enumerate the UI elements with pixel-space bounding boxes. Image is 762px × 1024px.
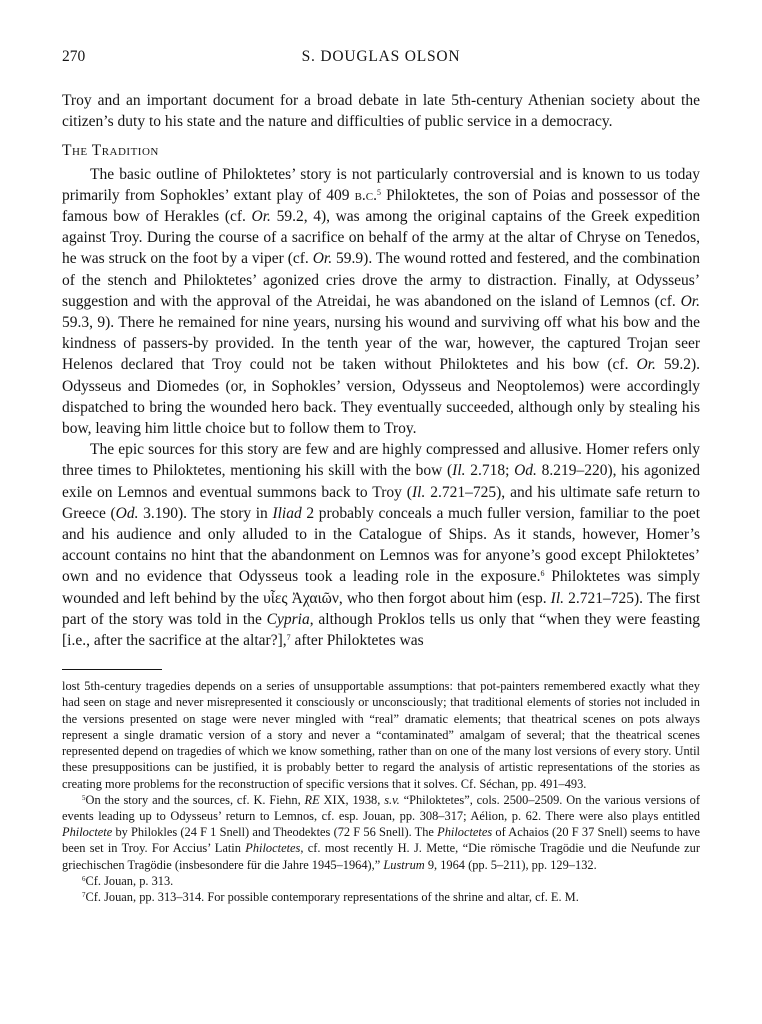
footnote-6: $^6$Cf. Jouan, p. 313. (82, 873, 174, 888)
body-text (62, 90, 700, 651)
running-header (62, 48, 700, 74)
paragraph-epic-sources: The epic sources for this story are few and are highly compressed and allusive. Homer refers only three times to Philoktetes, mentioning his skill with the bow (Il. 2.718; Od. 8.219–220), his agonized exile on Lemnos and eventual summons back to Troy (Il. 2.721–725), and his ultimate safe return to Greece (Od. 3.190). The story in Iliad 2 probably conceals a much fuller version, familiar to the poet and his audience and only alluded to in the Catalogue of Ships. As it stands, however, Homer’s account contains no hint that the abandonment on Lemnos was for anyone’s good except Philoktetes’ own and no evidence that Odysseus took a leading role in the exposure.$^6$ Philoktetes was simply wounded and left behind by the υἷες Ἀχαιῶν, who then forgot about him (esp. Il. 2.721–725). The first part of the story was told in the Cypria, although Proklos tells us only that “when they were feasting [i.e., after the sacrifice at the altar?],$^7$ after Philoktetes was (62, 441, 701, 650)
footnote-5: $^5$On the story and the sources, cf. K. Fiehn, RE XIX, 1938, s.v. “Philoktetes”, cols. 2500–2509. On the various versions of events leading up to Odysseus’ return to Lemnos, cf. esp. Jouan, pp. 308–317; Aélion, p. 62. There were also plays entitled Philoctete by Philokles (24 F 1 Snell) and Theodektes (72 F 56 Snell). The Philoctetes of Achaios (20 F 37 Snell) seems to have been set in Troy. For Accius’ Latin Philoctetes, cf. most recently H. J. Mette, “Die römische Tragödie und die Neufunde zur griechischen Tragödie (insbesondere für die Jahre 1945–1964),” Lustrum 9, 1964 (pp. 5–211), pp. 129–132. (62, 792, 700, 872)
section-title: The Tradition (62, 142, 159, 160)
footnote-divider (62, 669, 162, 670)
footnote-continued: lost 5th-century tragedies depends on a series of unsupportable assumptions: that pot-painters remembered exactly what they had seen on stage and never misrepresented it consciously or unconsciously; that traditional elements of stories not included in the versions presented on stage were never mingled with “real” dramatic elements; that theatrical scenes on pots always represent a single dramatic version of a story and never a “contaminated” amalgam of several; that the theatrical scenes represented depend on tragedies of which we know something, rather than on one of the many lost versions of every story. Until these presuppositions can be justified, it is probably better to regard the analysis of artistic representations of the stories as creating more problems for the reconstruction of specific versions that it solves. Cf. Séchan, pp. 491–493. (62, 679, 700, 791)
footnote-ref-6: 6 (540, 569, 545, 579)
footnote-7: $^7$Cf. Jouan, pp. 313–314. For possible contemporary representations of the shrine and altar, cf. E. M. (82, 889, 579, 904)
era-abbrev: b.c. (354, 186, 378, 204)
footnote-ref-7: 7 (286, 633, 291, 643)
running-head-author: S. DOUGLAS OLSON (301, 48, 461, 65)
page (62, 48, 700, 905)
footnotes (62, 678, 700, 905)
footnote-ref-5: 5 (377, 187, 382, 197)
page-number: 270 (62, 48, 86, 65)
intro-paragraph: Troy and an important document for a broad debate in late 5th-century Athenian society about the citizen’s duty to his state and the nature and difficulties of public service in a democracy. (62, 92, 700, 131)
greek-phrase: υἷες Ἀχαιῶν (263, 589, 339, 607)
paragraph-outline: The basic outline of Philoktetes’ story is not particularly controversial and is known to us today primarily from Sophokles’ extant play of 409 b.c.$^5$ Philoktetes, the son of Poias and possessor of the famous bow of Herakles (cf. Or. 59.2, 4), was among the original captains of the Greek expedition against Troy. During the course of a sacrifice on behalf of the army at the altar of Chryse on Tenedos, he was struck on the foot by a viper (cf. Or. 59.9). The wound rotted and festered, and the combination of the stench and Philoktetes’ agonized cries drove the army to distraction. Finally, at Odysseus’ suggestion and with the approval of the Atreidai, he was abandoned on the island of Lemnos (cf. Or. 59.3, 9). There he remained for nine years, nursing his wound and surviving off what his bow and the kindness of passers-by provided. In the tenth year of the war, however, the captured Trojan seer Helenos declared that Troy could not be taken without Philoktetes and his bow (cf. Or. 59.2). Odysseus and Diomedes (or, in Sophokles’ version, Odysseus and Neoptolemos) were accordingly dispatched to bring the wounded hero back. They eventually succeeded, although only by stealing his bow, leaving him little choice but to follow them to Troy. (62, 165, 700, 438)
